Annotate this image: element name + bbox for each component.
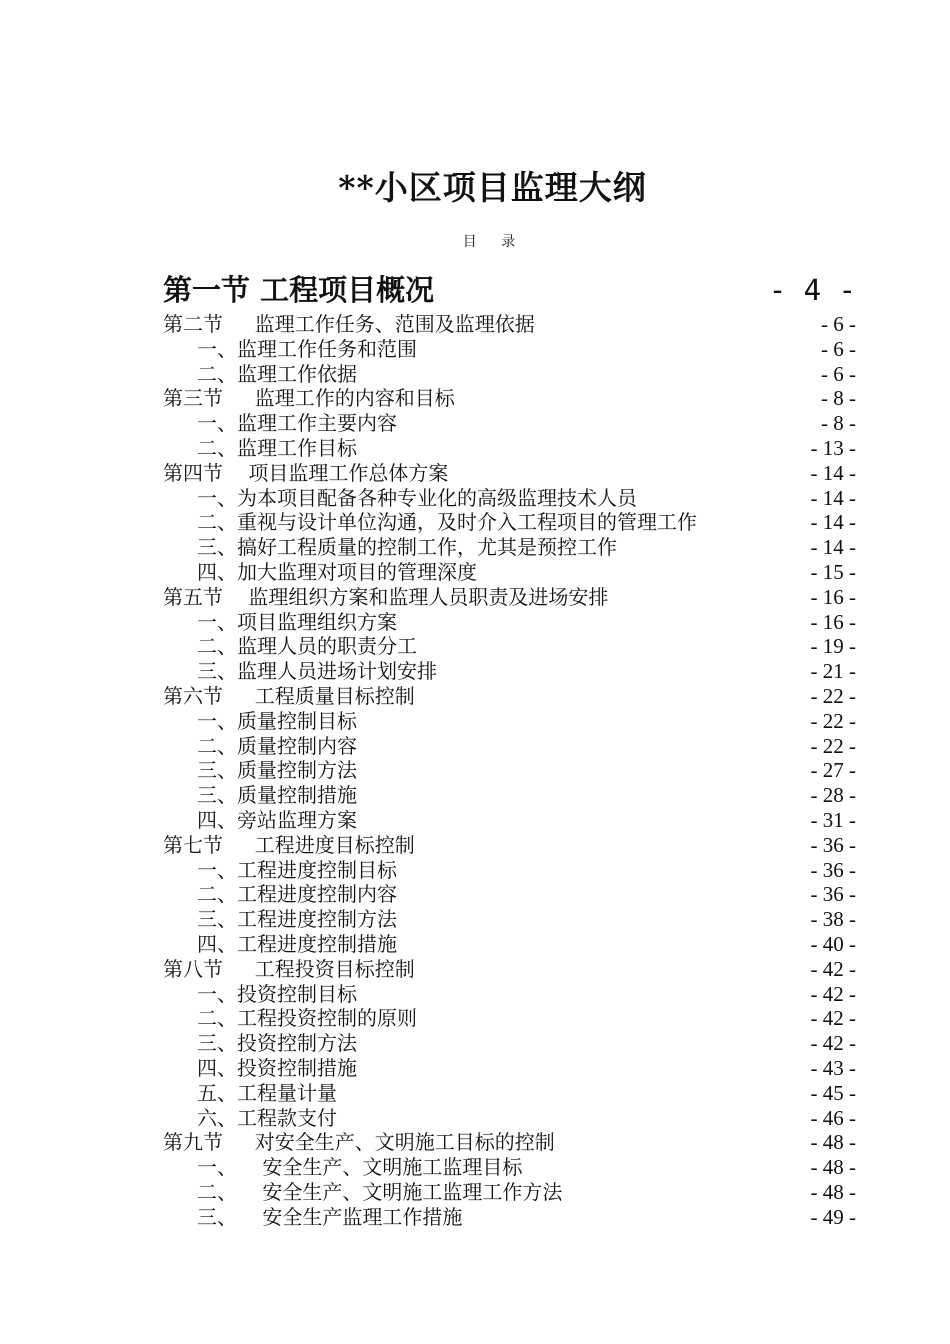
toc-section-entry[interactable] <box>163 833 856 858</box>
toc-entry-page-number: - 40 - <box>810 931 856 956</box>
toc-entry-page-number: - 42 - <box>810 1006 856 1031</box>
toc-subsection-entry[interactable] <box>163 1056 856 1081</box>
toc-entry-page-number: - 45 - <box>810 1080 856 1105</box>
toc-entry-page-number: - 42 - <box>810 956 856 981</box>
toc-entry-page-number: - 4 - <box>768 273 856 307</box>
toc-section-entry[interactable] <box>163 312 856 337</box>
toc-entry-label: 第二节 监理工作任务、范围及监理依据 <box>163 312 535 336</box>
toc-entry-label: 第六节 工程质量目标控制 <box>163 683 415 708</box>
toc-entry-page-number: - 36 - <box>810 857 856 882</box>
toc-entry-label: 四、工程进度控制措施 <box>197 931 397 956</box>
toc-entry-label: 第八节 工程投资目标控制 <box>163 956 415 981</box>
toc-subsection-entry[interactable] <box>163 610 856 635</box>
toc-subsection-entry[interactable] <box>163 486 856 511</box>
toc-subsection-entry[interactable] <box>163 1205 856 1230</box>
toc-entry-label: 三、质量控制措施 <box>197 783 357 808</box>
toc-entry-page-number: - 6 - <box>821 312 856 336</box>
toc-entry-label: 四、加大监理对项目的管理深度 <box>197 559 477 584</box>
toc-entry-page-number: - 48 - <box>810 1179 856 1204</box>
toc-subsection-entry[interactable] <box>163 1081 856 1106</box>
toc-subsection-entry[interactable] <box>163 858 856 883</box>
toc-entry-page-number: - 8 - <box>821 386 856 411</box>
toc-entry-page-number: - 48 - <box>810 1130 856 1155</box>
toc-entry-page-number: - 27 - <box>810 758 856 783</box>
toc-subsection-entry[interactable] <box>163 734 856 759</box>
toc-subsection-entry[interactable] <box>163 362 856 387</box>
toc-entry-page-number: - 14 - <box>810 510 856 535</box>
toc-entry-label: 三、质量控制方法 <box>197 758 357 783</box>
toc-entry-label: 三、投资控制方法 <box>197 1031 357 1056</box>
toc-subsection-entry[interactable] <box>163 907 856 932</box>
toc-subsection-entry[interactable] <box>163 1006 856 1031</box>
toc-subsection-entry[interactable] <box>163 1155 856 1180</box>
toc-entry-page-number: - 6 - <box>821 361 856 386</box>
toc-section-entry[interactable] <box>163 957 856 982</box>
toc-heading: 目 录 <box>462 234 526 250</box>
toc-entry-page-number: - 22 - <box>810 733 856 758</box>
toc-entry-label: 第九节 对安全生产、文明施工目标的控制 <box>163 1130 555 1155</box>
toc-entry-page-number: - 22 - <box>810 683 856 708</box>
toc-entry-label: 三、工程进度控制方法 <box>197 907 397 932</box>
toc-subsection-entry[interactable] <box>163 758 856 783</box>
toc-entry-page-number: - 36 - <box>810 882 856 907</box>
toc-subsection-entry[interactable] <box>163 436 856 461</box>
toc-entry-page-number: - 46 - <box>810 1105 856 1130</box>
toc-entry-label: 三、监理人员进场计划安排 <box>197 659 437 684</box>
toc-entry-label: 一、项目监理组织方案 <box>197 609 397 634</box>
toc-entry-page-number: - 21 - <box>810 659 856 684</box>
toc-entry-page-number: - 42 - <box>810 1031 856 1056</box>
toc-entry-label: 第一节 工程项目概况 <box>163 273 435 307</box>
toc-entry-page-number: - 43 - <box>810 1055 856 1080</box>
toc-entry-label: 二、监理工作依据 <box>197 361 357 386</box>
toc-entry-page-number: - 8 - <box>821 411 856 436</box>
document-title: **小区项目监理大纲 <box>338 168 647 207</box>
toc-subsection-entry[interactable] <box>163 510 856 535</box>
toc-entry-page-number: - 22 - <box>810 708 856 733</box>
toc-entry-page-number: - 14 - <box>810 460 856 485</box>
toc-entry-label: 第三节 监理工作的内容和目标 <box>163 386 455 411</box>
toc-entry-page-number: - 31 - <box>810 807 856 832</box>
toc-entry-label: 一、为本项目配备各种专业化的高级监理技术人员 <box>197 485 637 510</box>
toc-entry-label: 第五节 监理组织方案和监理人员职责及进场安排 <box>163 584 609 609</box>
toc-section-entry[interactable] <box>163 386 856 411</box>
toc-entry-label: 一、质量控制目标 <box>197 708 357 733</box>
toc-subsection-entry[interactable] <box>163 659 856 684</box>
toc-subsection-entry[interactable] <box>163 1180 856 1205</box>
toc-entry-label: 四、旁站监理方案 <box>197 807 357 832</box>
toc-entry-page-number: - 36 - <box>810 832 856 857</box>
toc-entry-label: 三、搞好工程质量的控制工作，尤其是预控工作 <box>197 535 617 560</box>
toc-entry-label: 一、监理工作主要内容 <box>197 411 397 436</box>
toc-entry-label: 二、工程投资控制的原则 <box>197 1006 417 1031</box>
toc-entry-label: 一、 安全生产、文明施工监理目标 <box>197 1155 523 1180</box>
toc-entry-page-number: - 49 - <box>810 1204 856 1229</box>
toc-subsection-entry[interactable] <box>163 882 856 907</box>
toc-entry-label: 一、监理工作任务和范围 <box>197 336 417 361</box>
toc-subsection-entry[interactable] <box>163 560 856 585</box>
toc-subsection-entry[interactable] <box>163 982 856 1007</box>
toc-entry-label: 二、监理人员的职责分工 <box>197 634 417 659</box>
toc-entry-label: 五、工程量计量 <box>197 1080 337 1105</box>
toc-subsection-entry[interactable] <box>163 932 856 957</box>
toc-section-entry[interactable] <box>163 1130 856 1155</box>
toc-subsection-entry[interactable] <box>163 1031 856 1056</box>
toc-entry-page-number: - 28 - <box>810 783 856 808</box>
toc-entry-label: 四、投资控制措施 <box>197 1055 357 1080</box>
toc-entry-page-number: - 38 - <box>810 907 856 932</box>
toc-subsection-entry[interactable] <box>163 808 856 833</box>
table-of-contents <box>163 312 856 1229</box>
toc-subsection-entry[interactable] <box>163 337 856 362</box>
toc-entry-label: 二、 安全生产、文明施工监理工作方法 <box>197 1179 563 1204</box>
toc-section-entry[interactable] <box>163 684 856 709</box>
toc-entry-label: 一、投资控制目标 <box>197 981 357 1006</box>
toc-section-entry[interactable] <box>163 461 856 486</box>
toc-section-entry[interactable] <box>163 585 856 610</box>
toc-entry-page-number: - 14 - <box>810 535 856 560</box>
toc-entry-label: 一、工程进度控制目标 <box>197 857 397 882</box>
toc-entry-page-number: - 42 - <box>810 981 856 1006</box>
toc-subsection-entry[interactable] <box>163 783 856 808</box>
toc-subsection-entry[interactable] <box>163 411 856 436</box>
toc-entry-label: 第四节 项目监理工作总体方案 <box>163 460 449 485</box>
toc-entry-page-number: - 14 - <box>810 485 856 510</box>
toc-entry-page-number: - 16 - <box>810 609 856 634</box>
toc-entry-label: 第七节 工程进度目标控制 <box>163 832 415 857</box>
toc-subsection-entry[interactable] <box>163 1106 856 1131</box>
toc-subsection-entry[interactable] <box>163 634 856 659</box>
toc-entry-section-1[interactable] <box>163 268 856 312</box>
toc-entry-label: 三、 安全生产监理工作措施 <box>197 1204 463 1229</box>
toc-entry-label: 二、重视与设计单位沟通，及时介入工程项目的管理工作 <box>197 510 697 535</box>
toc-entry-page-number: - 48 - <box>810 1155 856 1180</box>
toc-entry-label: 二、质量控制内容 <box>197 733 357 758</box>
toc-entry-label: 二、监理工作目标 <box>197 435 357 460</box>
toc-entry-page-number: - 15 - <box>810 559 856 584</box>
toc-subsection-entry[interactable] <box>163 535 856 560</box>
toc-subsection-entry[interactable] <box>163 709 856 734</box>
toc-entry-page-number: - 6 - <box>821 336 856 361</box>
toc-entry-page-number: - 16 - <box>810 584 856 609</box>
toc-entry-label: 二、工程进度控制内容 <box>197 882 397 907</box>
toc-entry-page-number: - 13 - <box>810 435 856 460</box>
toc-entry-label: 六、工程款支付 <box>197 1105 337 1130</box>
toc-entry-page-number: - 19 - <box>810 634 856 659</box>
